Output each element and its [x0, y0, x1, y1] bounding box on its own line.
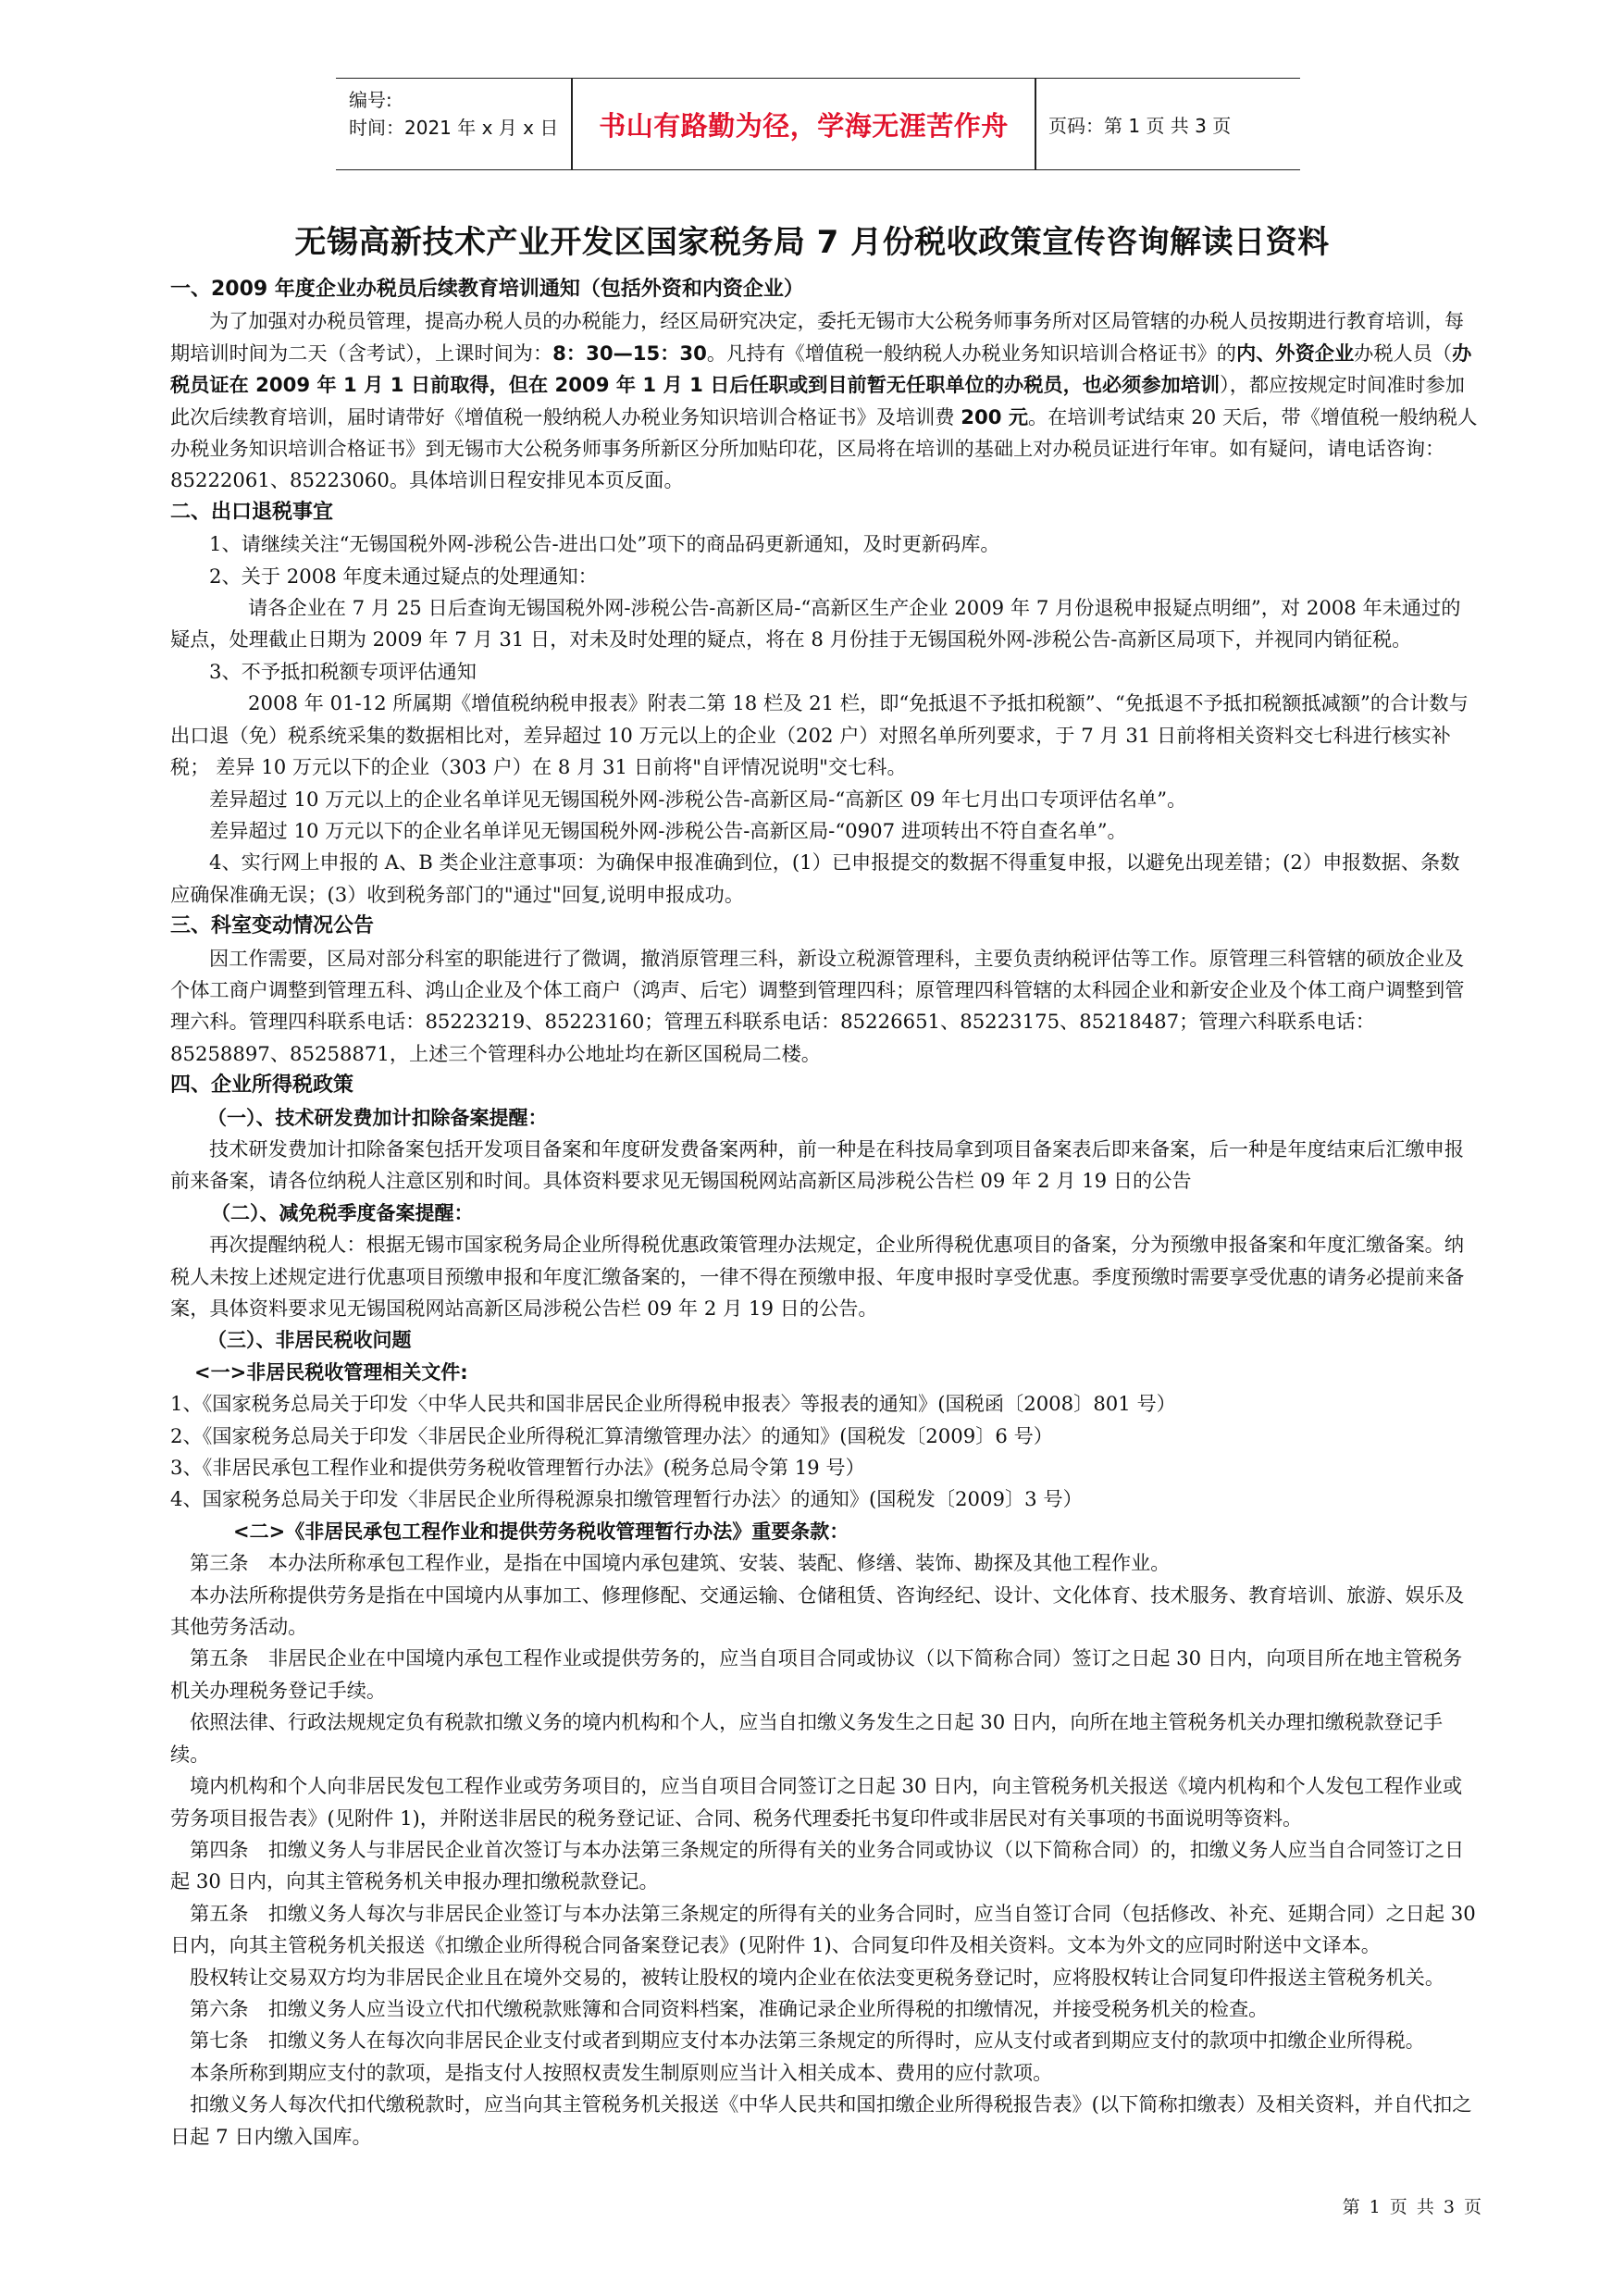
section-2-heading: 二、出口退税事宜 — [170, 500, 334, 524]
doc-list-item: 3、《非居民承包工程作业和提供劳务税收管理暂行办法》(税务总局令第 19 号） — [170, 1456, 865, 1480]
page-footer: 第 1 页 共 3 页 — [1342, 2197, 1483, 2217]
subsection-paragraph: 技术研发费加计扣除备案包括开发项目备案和年度研发费备案两种，前一种是在科技局拿到项目备案表后即来备案，后一种是年度结束后汇缴申报前来备案，请各位纳税人注意区别和时间。具体资料要求见无锡国税网站高新区局涉税公告栏 09 年 2 月 19 日的公告 — [170, 1136, 1465, 1193]
doc-list-item: 1、《国家税务总局关于印发〈中华人民共和国非居民企业所得税申报表〉等报表的通知》(国税函〔2008〕801 号） — [170, 1392, 1176, 1416]
header-motto: 书山有路勤为径，学海无涯苦作舟 — [599, 109, 1009, 142]
document-title: 无锡高新技术产业开发区国家税务局 7 月份税收政策宣传咨询解读日资料 — [294, 224, 1330, 261]
article-paragraph: 第四条 扣缴义务人与非居民企业首次签订与本办法第三条规定的所得有关的业务合同或协议（以下简称合同）的，扣缴义务人应当自合同签订之日起 30 日内，向其主管税务机关申报办理扣缴税款登记。 — [170, 1837, 1465, 1893]
section-2-item: 4、实行网上申报的 A、B 类企业注意事项：为确保申报准确到位，(1）已申报提交的数据不得重复申报，以避免出现差错；(2）申报数据、条数应确保准确无误；(3）收到税务部门的"通过"回复,说明申报成功。 — [170, 850, 1460, 906]
subsection-subheading: <一>非居民税收管理相关文件: — [194, 1360, 468, 1384]
section-4-heading: 四、企业所得税政策 — [170, 1074, 354, 1098]
section-2-item: 1、请继续关注“无锡国税外网-涉税公告-进出口处”项下的商品码更新通知，及时更新码库。 — [209, 532, 1000, 556]
subsection-heading: （三）、非居民税收问题 — [207, 1329, 412, 1352]
subsection-heading: （二）、减免税季度备案提醒： — [211, 1201, 474, 1224]
section-2-paragraph: 差异超过 10 万元以下的企业名单详见无锡国税外网-涉税公告-高新区局-“0907 进项转出不符自查名单”。 — [209, 818, 1127, 842]
section-3-heading: 三、科室变动情况公告 — [170, 914, 375, 938]
header-number: 编号: — [349, 89, 392, 111]
doc-list-item: 2、《国家税务总局关于印发〈非居民企业所得税汇算清缴管理办法〉的通知》(国税发〔2009〕6 号） — [170, 1423, 1053, 1447]
section-1-paragraph: 为了加强对办税员管理，提高办税人员的办税能力，经区局研究决定，委托无锡市大公税务师事务所对区局管辖的办税人员按期进行教育培训，每期培训时间为二天（含考试），上课时间为：8：30—15：30。凡持有《增值税一般纳税人办税业务知识培训合格证书》的内、外资企业办税人员（办税员证在 2009 年 1 月 1 日前取得，但在 2009 年 1 月 1 日后任职或到目前暂无任职单位的办税员，也必须参加培训），都应按规定时间准时参加此次后续教育培训，届时请带好《增值税一般纳税人办税业务知识培训合格证书》及培训费 200 元。在培训考试结束 20 天后，带《增值税一般纳税人办税业务知识培训合格证书》到无锡市大公税务师事务所新区分所加贴印花，区局将在培训的基础上对办税员证进行年审。如有疑问，请电话咨询：85222061、85223060。具体培训日程安排见本页反面。 — [170, 309, 1478, 492]
article-paragraph: 第七条 扣缴义务人在每次向非居民企业支付或者到期应支付本办法第三条规定的所得时，应从支付或者到期应支付的款项中扣缴企业所得税。 — [190, 2029, 1425, 2053]
article-paragraph: 第三条 本办法所称承包工程作业，是指在中国境内承包建筑、安装、装配、修缮、装饰、勘探及其他工程作业。 — [190, 1551, 1171, 1575]
section-2-item: 2、关于 2008 年度未通过疑点的处理通知： — [209, 564, 598, 588]
document-body — [170, 274, 1478, 2153]
header-table — [336, 78, 1300, 170]
article-paragraph: 第五条 非居民企业在中国境内承包工程作业或提供劳务的，应当自项目合同或协议（以下简称合同）签订之日起 30 日内，向项目所在地主管税务机关办理税务登记手续。 — [170, 1646, 1463, 1702]
article-paragraph: 扣缴义务人每次代扣代缴税款时，应当向其主管税务机关报送《中华人民共和国扣缴企业所得税报告表》(以下简称扣缴表）及相关资料，并自代扣之日起 7 日内缴入国库。 — [170, 2092, 1472, 2148]
subsection-heading: （一）、技术研发费加计扣除备案提醒： — [207, 1106, 548, 1129]
section-2-paragraph: 请各企业在 7 月 25 日后查询无锡国税外网-涉税公告-高新区局-“高新区生产企业 2009 年 7 月份退税申报疑点明细”，对 2008 年未通过的疑点，处理截止日期为 2009 年 7 月 31 日，对未及时处理的疑点，将在 8 月份挂于无锡国税外网-涉税公告-高新区局项下，并视同内销征税。 — [170, 596, 1461, 652]
header-page-info: 页码：第 1 页 共 3 页 — [1048, 114, 1232, 137]
header-meta — [349, 86, 566, 142]
article-paragraph: 境内机构和个人向非居民发包工程作业或劳务项目的，应当自项目合同签订之日起 30 日内，向主管税务机关报送《境内机构和个人发包工程作业或劳务项目报告表》(见附件 1)，并附送非居民的税务登记证、合同、税务代理委托书复印件或非居民对有关事项的书面说明等资料。 — [170, 1774, 1463, 1830]
doc-list-item: 4、国家税务总局关于印发〈非居民企业所得税源泉扣缴管理暂行办法〉的通知》(国税发〔2009〕3 号） — [170, 1487, 1083, 1511]
header-time: 时间：2021 年 x 月 x 日 — [349, 117, 559, 139]
article-paragraph: 第五条 扣缴义务人每次与非居民企业签订与本办法第三条规定的所得有关的业务合同时，应当自签订合同（包括修改、补充、延期合同）之日起 30 日内，向其主管税务机关报送《扣缴企业所得税合同备案登记表》(见附件 1)、合同复印件及相关资料。文本为外文的应同时附送中文译本。 — [170, 1901, 1476, 1957]
section-2-paragraph: 差异超过 10 万元以上的企业名单详见无锡国税外网-涉税公告-高新区局-“高新区 09 年七月出口专项评估名单”。 — [209, 787, 1187, 811]
article-paragraph: 依照法律、行政法规规定负有税款扣缴义务的境内机构和个人，应当自扣缴义务发生之日起 30 日内，向所在地主管税务机关办理扣缴税款登记手续。 — [170, 1710, 1444, 1766]
section-2-item: 3、不予抵扣税额专项评估通知 — [209, 659, 477, 683]
header-divider — [1035, 79, 1036, 169]
subsection-subheading: <二>《非居民承包工程作业和提供劳务税收管理暂行办法》重要条款： — [233, 1520, 849, 1543]
article-paragraph: 本条所称到期应支付的款项，是指支付人按照权责发生制原则应当计入相关成本、费用的应付款项。 — [190, 2060, 1053, 2084]
section-2-paragraph: 2008 年 01-12 所属期《增值税纳税申报表》附表二第 18 栏及 21 栏，即“免抵退不予抵扣税额”、“免抵退不予抵扣税额抵减额”的合计数与出口退（免）税系统采集的数据相比对，差异超过 10 万元以上的企业（202 户）对照名单所列要求，于 7 月 31 日前将相关资料交七科进行核实补税； 差异 10 万元以下的企业（303 户）在 8 月 31 日前将"自评情况说明"交七科。 — [170, 691, 1469, 779]
article-paragraph: 本办法所称提供劳务是指在中国境内从事加工、修理修配、交通运输、仓储租赁、咨询经纪、设计、文化体育、技术服务、教育培训、旅游、娱乐及其他劳务活动。 — [170, 1582, 1465, 1639]
article-paragraph: 股权转让交易双方均为非居民企业且在境外交易的，被转让股权的境内企业在依法变更税务登记时，应将股权转让合同复印件报送主管税务机关。 — [190, 1965, 1445, 1989]
subsection-paragraph: 再次提醒纳税人：根据无锡市国家税务局企业所得税优惠政策管理办法规定，企业所得税优惠项目的备案，分为预缴申报备案和年度汇缴备案。纳税人未按上述规定进行优惠项目预缴申报和年度汇缴备案的，一律不得在预缴申报、年度申报时享受优惠。季度预缴时需要享受优惠的请务必提前来备案，具体资料要求见无锡国税网站高新区局涉税公告栏 09 年 2 月 19 日的公告。 — [170, 1233, 1465, 1320]
section-1-heading: 一、2009 年度企业办税员后续教育培训通知（包括外资和内资企业） — [170, 278, 804, 301]
section-3-paragraph: 因工作需要，区局对部分科室的职能进行了微调，撤消原管理三科，新设立税源管理科，主要负责纳税评估等工作。原管理三科管辖的硕放企业及个体工商户调整到管理五科、鸿山企业及个体工商户（鸿声、后宅）调整到管理四科；原管理四科管辖的太科园企业和新安企业及个体工商户调整到管理六科。管理四科联系电话：85223219、85223160；管理五科联系电话：85226651、85223175、85218487；管理六科联系电话：85258897、85258871，上述三个管理科办公地址均在新区国税局二楼。 — [170, 946, 1465, 1065]
article-paragraph: 第六条 扣缴义务人应当设立代扣代缴税款账簿和合同资料档案，准确记录企业所得税的扣缴情况，并接受税务机关的检查。 — [190, 1996, 1269, 2020]
